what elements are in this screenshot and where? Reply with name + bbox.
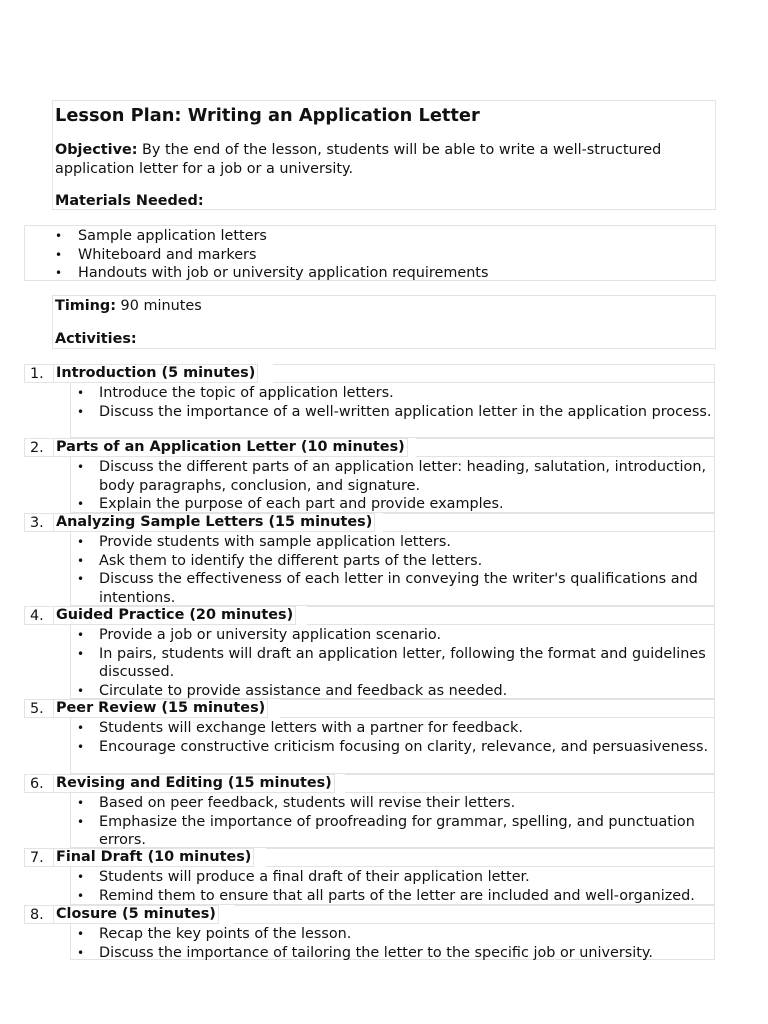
activity-title: Analyzing Sample Letters (15 minutes) (53, 513, 375, 532)
list-item: • Encourage constructive criticism focusing on clarity, relevance, and persuasiveness. (71, 738, 714, 757)
activity-2-items (70, 457, 715, 513)
list-item: • Recap the key points of the lesson. (71, 925, 714, 944)
list-item: • Discuss the importance of tailoring the letter to the specific job or university. (71, 944, 714, 963)
list-item: • Whiteboard and markers (25, 246, 715, 265)
timing-value: 90 minutes (115, 298, 202, 314)
header-block (52, 100, 716, 210)
list-item: • Students will produce a final draft of their application letter. (71, 868, 714, 887)
list-item: • In pairs, students will draft an application letter, following the format and guidelines discussed. (71, 645, 714, 682)
timing-line (55, 297, 715, 316)
list-item: • Provide a job or university application scenario. (71, 626, 714, 645)
activity-number: 6. (30, 776, 44, 792)
activity-title: Final Draft (10 minutes) (53, 848, 254, 867)
activity-number: 1. (30, 366, 44, 382)
objective-label: Objective: (55, 142, 138, 158)
activity-title: Peer Review (15 minutes) (53, 699, 268, 718)
activity-number: 4. (30, 608, 44, 624)
activity-number: 2. (30, 440, 44, 456)
materials-block (24, 225, 716, 281)
activity-5-header (24, 700, 715, 718)
activity-7-header (24, 849, 715, 867)
timing-label: Timing: (55, 298, 116, 314)
activities-heading (55, 330, 715, 349)
activity-8-items (70, 924, 715, 960)
list-item: • Circulate to provide assistance and feedback as needed. (71, 682, 714, 701)
activity-number: 5. (30, 701, 44, 717)
list-item: • Emphasize the importance of proofreading for grammar, spelling, and punctuation errors. (71, 813, 714, 850)
list-item: • Based on peer feedback, students will revise their letters. (71, 794, 714, 813)
document-title: Lesson Plan: Writing an Application Letter (55, 105, 480, 126)
objective-paragraph (55, 141, 695, 178)
list-item: • Ask them to identify the different parts of the letters. (71, 552, 714, 571)
activity-7-items (70, 867, 715, 905)
activity-title: Introduction (5 minutes) (53, 364, 258, 383)
activity-8-header (24, 906, 715, 924)
activities-label: Activities: (55, 330, 137, 347)
activity-2-header (24, 439, 715, 457)
materials-label: Materials Needed: (55, 193, 204, 209)
list-item: • Provide students with sample application letters. (71, 533, 714, 552)
activity-title: Guided Practice (20 minutes) (53, 606, 296, 625)
activity-5-items (70, 718, 715, 774)
activity-4-header (24, 607, 715, 625)
activity-4-items (70, 625, 715, 699)
activity-title: Revising and Editing (15 minutes) (53, 774, 335, 793)
activity-number: 8. (30, 907, 44, 923)
materials-heading (55, 192, 715, 211)
activity-1-items (70, 383, 715, 438)
list-item: • Handouts with job or university application requirements (25, 264, 715, 283)
list-item: • Discuss the importance of a well-written application letter in the application process. (71, 403, 714, 422)
materials-list (25, 227, 715, 283)
list-item: • Discuss the effectiveness of each letter in conveying the writer's qualifications and intentions. (71, 570, 714, 607)
activity-3-items (70, 532, 715, 606)
activity-number: 3. (30, 515, 44, 531)
objective-text: By the end of the lesson, students will be able to write a well-structured application letter for a job or a university. (55, 142, 662, 177)
list-item: • Remind them to ensure that all parts of the letter are included and well-organized. (71, 887, 714, 906)
activity-title: Closure (5 minutes) (53, 905, 219, 924)
list-item: • Discuss the different parts of an application letter: heading, salutation, introduction, body paragraphs, conclusion, and signature. (71, 458, 714, 495)
list-item: • Sample application letters (25, 227, 715, 246)
activity-6-items (70, 793, 715, 848)
timing-block (52, 295, 716, 349)
activity-1-header (24, 365, 715, 383)
activity-title: Parts of an Application Letter (10 minutes) (53, 438, 408, 457)
activity-6-header (24, 775, 715, 793)
activity-number: 7. (30, 850, 44, 866)
list-item: • Students will exchange letters with a partner for feedback. (71, 719, 714, 738)
list-item: • Explain the purpose of each part and provide examples. (71, 495, 714, 514)
activity-3-header (24, 514, 715, 532)
list-item: • Introduce the topic of application letters. (71, 384, 714, 403)
